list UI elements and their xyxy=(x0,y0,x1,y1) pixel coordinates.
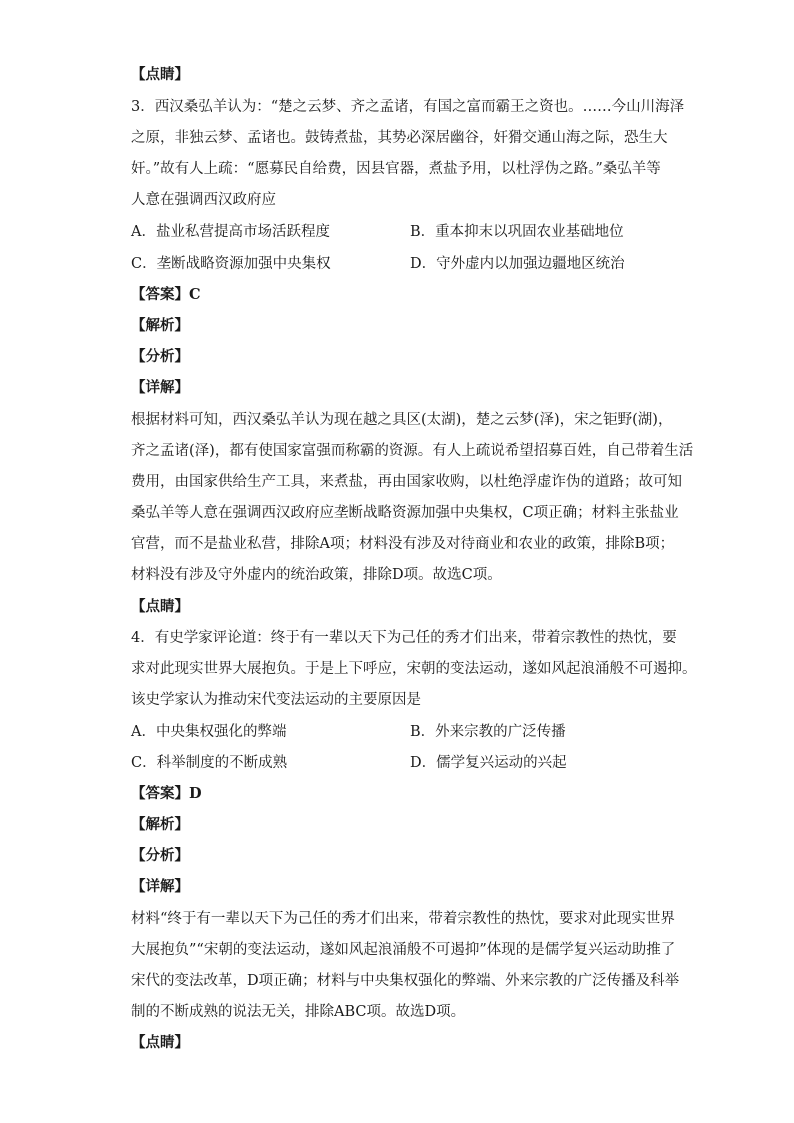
q4-option-a: A．中央集权强化的弊端 xyxy=(131,724,287,740)
q3-detail-line: 费用，由国家供给生产工具，来煮盐，再由国家收购，以杜绝浮虚诈伪的道路；故可知 xyxy=(131,474,682,490)
q3-heading-jiexi: 【解析】 xyxy=(131,317,189,334)
q4-heading-dianjing: 【点睛】 xyxy=(131,1034,189,1051)
heading-dianjing: 【点睛】 xyxy=(131,66,189,83)
q3-heading-fenxi: 【分析】 xyxy=(131,348,189,365)
q3-option-a: A．盐业私营提高市场活跃程度 xyxy=(131,224,330,240)
q4-option-d: D．儒学复兴运动的兴起 xyxy=(410,755,567,771)
q3-stem-line: 奸。”故有人上疏：“愿募民自给费，因县官器，煮盐予用，以杜浮伪之路。”桑弘羊等 xyxy=(131,161,661,177)
q4-heading-jiexi: 【解析】 xyxy=(131,816,189,833)
q4-detail-line: 宋代的变法改革，D项正确；材料与中央集权强化的弊端、外来宗教的广泛传播及科举 xyxy=(131,973,680,989)
q4-option-b: B．外来宗教的广泛传播 xyxy=(410,724,566,740)
q4-option-c: C．科举制度的不断成熟 xyxy=(131,755,288,771)
q3-heading-dianjing: 【点睛】 xyxy=(131,598,189,615)
q3-detail-line: 材料没有涉及守外虚内的统治政策，排除D项。故选C项。 xyxy=(131,567,502,583)
q4-answer: 【答案】D xyxy=(131,785,202,802)
q3-detail-line: 根据材料可知，西汉桑弘羊认为现在越之具区(太湖)，楚之云梦(泽)，宋之钜野(湖)， xyxy=(131,412,673,428)
q3-stem-line: 3．西汉桑弘羊认为：“楚之云梦、齐之孟诸，有国之富而霸王之资也。……今山川海泽 xyxy=(131,99,685,115)
q3-heading-xiangjie: 【详解】 xyxy=(131,379,189,396)
q3-option-b: B．重本抑末以巩固农业基础地位 xyxy=(410,224,624,240)
q4-stem-line: 求对此现实世界大展抱负。于是上下呼应，宋朝的变法运动，遂如风起浪涌般不可遏抑。 xyxy=(131,661,697,677)
q3-detail-line: 官营，而不是盐业私营，排除A项；材料没有涉及对待商业和农业的政策，排除B项； xyxy=(131,536,675,552)
q3-answer: 【答案】C xyxy=(131,286,201,303)
q3-detail-line: 齐之孟诸(泽)，都有使国家富强而称霸的资源。有人上疏说希望招募百姓，自己带着生活 xyxy=(131,443,694,459)
q4-stem-line: 该史学家认为推动宋代变法运动的主要原因是 xyxy=(131,692,421,708)
q3-stem-line: 人意在强调西汉政府应 xyxy=(131,192,276,208)
q4-stem-line: 4．有史学家评论道：终于有一辈以天下为己任的秀才们出来，带着宗教性的热忱，要 xyxy=(131,630,677,646)
q4-heading-xiangjie: 【详解】 xyxy=(131,878,189,895)
q3-option-d: D．守外虚内以加强边疆地区统治 xyxy=(410,256,625,272)
q3-stem-line: 之原，非独云梦、孟诸也。鼓铸煮盐，其势必深居幽谷，奸猾交通山海之际，恐生大 xyxy=(131,130,668,146)
q4-heading-fenxi: 【分析】 xyxy=(131,847,189,864)
q4-detail-line: 材料“终于有一辈以天下为己任的秀才们出来，带着宗教性的热忱，要求对此现实世界 xyxy=(131,911,675,927)
q4-detail-line: 大展抱负”“宋朝的变法运动，遂如风起浪涌般不可遏抑”体现的是儒学复兴运动助推了 xyxy=(131,942,676,958)
q4-detail-line: 制的不断成熟的说法无关，排除ABC项。故选D项。 xyxy=(131,1004,466,1020)
q3-option-c: C．垄断战略资源加强中央集权 xyxy=(131,256,331,272)
q3-detail-line: 桑弘羊等人意在强调西汉政府应垄断战略资源加强中央集权，C项正确；材料主张盐业 xyxy=(131,505,679,521)
